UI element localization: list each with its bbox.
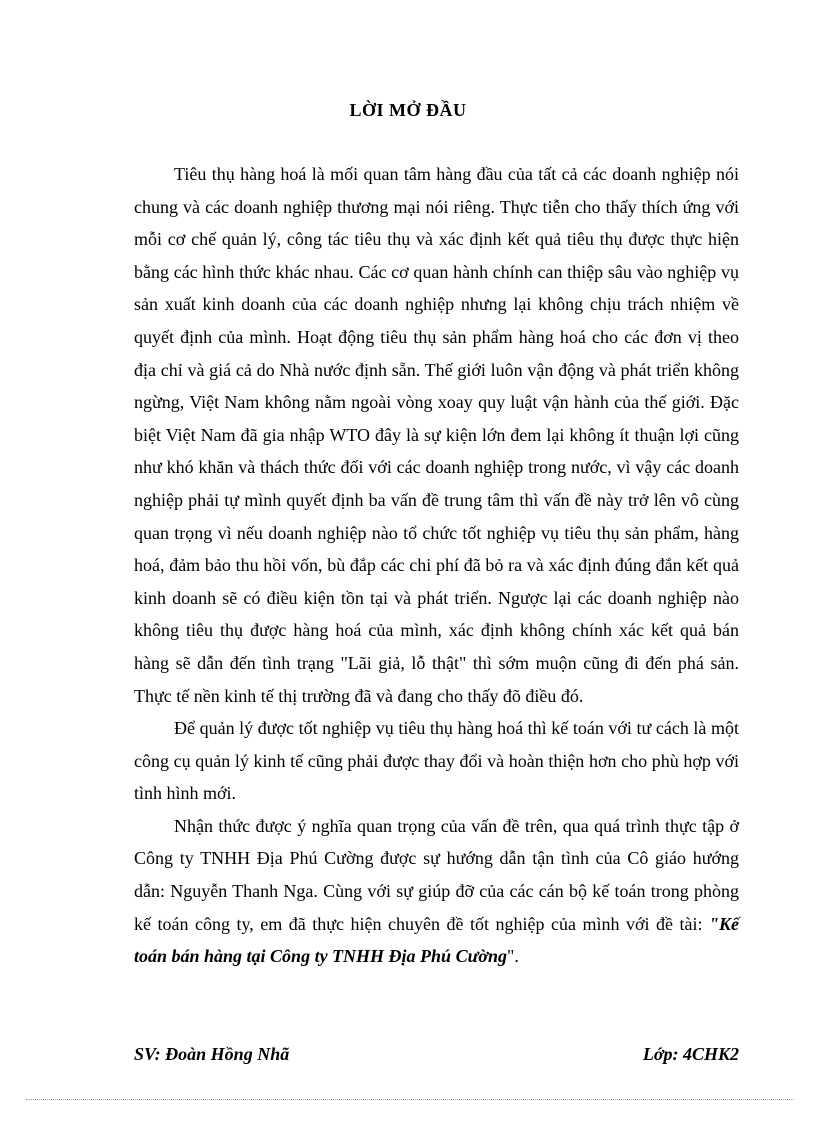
student-name: SV: Đoàn Hồng Nhã <box>134 1044 290 1064</box>
paragraph-2: Để quản lý được tốt nghiệp vụ tiêu thụ hàng hoá thì kế toán với tư cách là một công cụ quản lý kinh tế cũng phải được thay đổi và hoàn thiện hơn cho phù hợp với tình hình mới. <box>134 718 739 804</box>
topic-title: Kế toán bán hàng tại Công ty TNHH Địa Phú Cường <box>134 913 739 967</box>
topic-close: ". <box>507 946 519 967</box>
page-title: LỜI MỞ ĐẦU <box>349 100 467 120</box>
paragraph-1: Tiêu thụ hàng hoá là mối quan tâm hàng đầu của tất cả các doanh nghiệp nói chung và các doanh nghiệp thương mại nói riêng. Thực tiễn cho thấy thích ứng với mỗi cơ chế quản lý, công tác tiêu thụ và xác định kết quả tiêu thụ được thực hiện bằng các hình thức khác nhau. Các cơ quan hành chính can thiệp sâu vào nghiệp vụ sản xuất kinh doanh của các doanh nghiệp nhưng lại không chịu trách nhiệm về quyết định của mình. Hoạt động tiêu thụ sản phẩm hàng hoá cho các đơn vị theo địa chỉ và giá cả do Nhà nước định sẵn. Thế giới luôn vận động và phát triển không ngừng, Việt Nam không nằm ngoài vòng xoay quy luật vận hành của thế giới. Đặc biệt Việt Nam đã gia nhập WTO đây là sự kiện lớn đem lại không ít thuận lợi cũng như khó khăn và thách thức đối với các doanh nghiệp trong nước, vì vậy các doanh nghiệp phải tự mình quyết định ba vấn đề trung tâm thì vấn đề này trở lên vô cùng quan trọng vì nếu doanh nghiệp nào tổ chức tốt nghiệp vụ tiêu thụ sản phẩm, hàng hoá, đảm bảo thu hồi vốn, bù đắp các chi phí đã bỏ ra và xác định đúng đắn kết quả kinh doanh sẽ có điều kiện tồn tại và phát triển. Ngược lại các doanh nghiệp nào không tiêu thụ được hàng hoá của mình, xác định không chính xác kết quả bán hàng sẽ dẫn đến tình trạng "Lãi giả, lỗ thật" thì sớm muộn cũng đi đến phá sản. Thực tế nền kinh tế thị trường đã và đang cho thấy đõ điều đó. <box>134 164 739 706</box>
topic-open-quote: " <box>709 913 719 934</box>
class-name: Lớp: 4CHK2 <box>642 1044 739 1064</box>
page-divider <box>26 1099 794 1100</box>
document-body <box>134 158 739 973</box>
paragraph-3 <box>134 810 739 973</box>
page-footer <box>134 1044 739 1065</box>
paragraph-3-text: Nhận thức được ý nghĩa quan trọng của vấn đề trên, qua quá trình thực tập ở Công ty TNHH Địa Phú Cường được sự hướng dẫn tận tình của Cô giáo hướng dẫn: Nguyễn Thanh Nga. Cùng với sự giúp đỡ của các cán bộ kế toán trong phòng kế toán công ty, em đã thực hiện chuyên đề tốt nghiệp của mình với đề tài: <box>134 815 739 934</box>
